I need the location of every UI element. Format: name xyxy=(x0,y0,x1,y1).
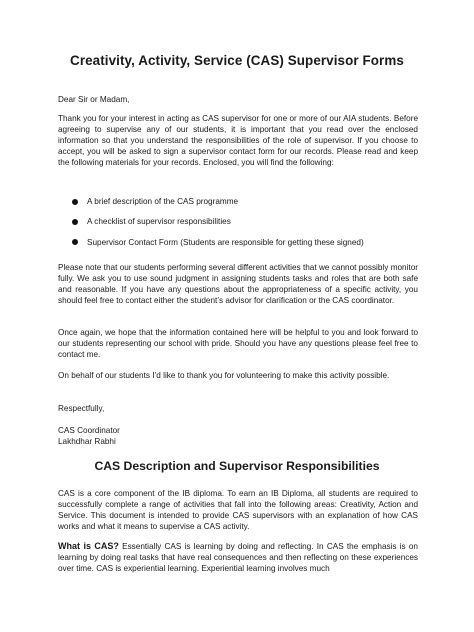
bullet-icon xyxy=(72,219,78,225)
list-item-text: Supervisor Contact Form (Students are responsible for getting these signed) xyxy=(87,237,364,247)
list-item-text: A checklist of supervisor responsibilities xyxy=(87,217,231,227)
what-is-cas-text: Essentially CAS is learning by doing and reflecting. In CAS the emphasis is on learning by doing real tasks that have real consequences and then reflecting on these experiences over time. CAS is experiential learning. Experiential learning involves much xyxy=(58,542,418,574)
bullet-icon xyxy=(72,199,78,205)
again-paragraph: Once again, we hope that the information contained here will be helpful to you and look forward to our students representing our school with pride. Should you have any questions please feel free to contact me. xyxy=(58,328,418,360)
list-item xyxy=(72,216,364,227)
list-item-text: A brief description of the CAS programme xyxy=(87,197,239,206)
signer-role: CAS Coordinator xyxy=(58,426,120,435)
what-is-cas-paragraph xyxy=(58,541,418,574)
intro-paragraph: Thank you for your interest in acting as CAS supervisor for one or more of our AIA students. Before agreeing to supervise any of our students, it is important that you read over the enclosed information so that you understand the responsibilities of the role of supervisor. If you choose to accept, you will be asked to sign a supervisor contact form for our records. Please read and keep the following materials for your records. Enclosed, you will find the following: xyxy=(58,114,418,168)
list-item xyxy=(72,196,364,207)
page-title: Creativity, Activity, Service (CAS) Supervisor Forms xyxy=(70,53,404,68)
enclosed-materials-list xyxy=(72,196,364,257)
list-item xyxy=(72,237,364,248)
section-heading: CAS Description and Supervisor Responsibilities xyxy=(94,459,380,473)
bullet-icon xyxy=(72,239,78,245)
thanks-paragraph: On behalf of our students I’d like to thank you for volunteering to make this activity possible. xyxy=(58,371,390,380)
cas-description-paragraph: CAS is a core component of the IB diploma. To earn an IB Diploma, all students are required to successfully complete a range of activities that fall into the following areas: Creativity, Action and Service. This document is intended to provide CAS supervisors with an explanation of how CAS works and what it means to supervise a CAS activity. xyxy=(58,489,418,532)
what-is-cas-lead: What is CAS? xyxy=(58,541,119,551)
signer-name: Lakhdhar Rabhi xyxy=(58,437,116,446)
closing: Respectfully, xyxy=(58,404,105,413)
salutation: Dear Sir or Madam, xyxy=(58,95,130,104)
note-paragraph: Please note that our students performing several different activities that we cannot possibly monitor fully. We ask you to use sound judgment in assigning students tasks and roles that are both safe and reasonable. If you have any questions about the appropriateness of a specific activity, you should feel free to contact either the student’s advisor for clarification or the CAS coordinator. xyxy=(58,263,418,306)
